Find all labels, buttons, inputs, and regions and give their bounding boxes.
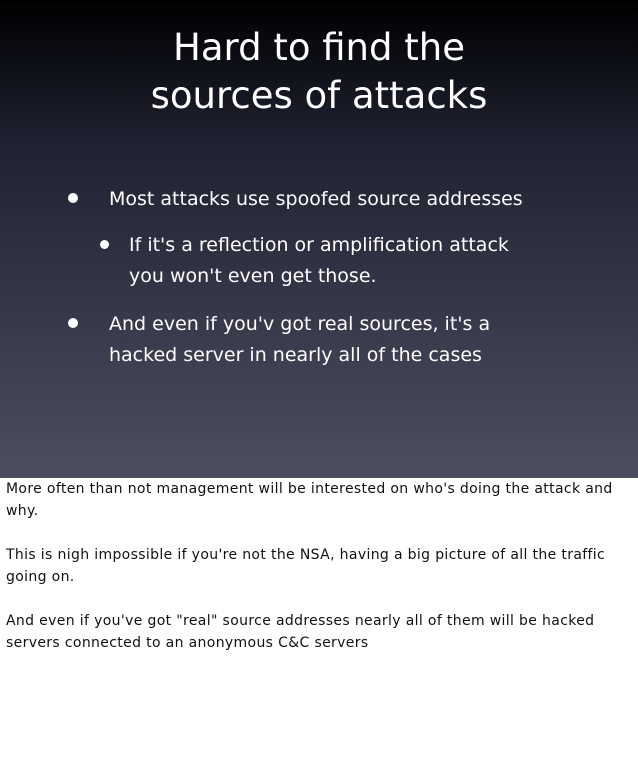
bullet-2-line-1: If it's a reflection or amplification attack (129, 234, 509, 256)
bullet-2-line-2: you won't even get those. (129, 265, 377, 287)
notes-paragraph: And even if you've got "real" source addresses nearly all of them will be hacked servers connected to an anonymous C&C servers (6, 613, 595, 651)
notes-paragraph: This is nigh impossible if you're not the NSA, having a big picture of all the traffic going on. (6, 547, 606, 585)
speaker-notes (6, 478, 632, 676)
bullet-dot-icon (68, 193, 78, 203)
slide-title-line-2: sources of attacks (150, 74, 488, 117)
bullet-3-line-2: hacked server in nearly all of the cases (109, 344, 482, 366)
slide-title-line-1: Hard to find the (173, 26, 465, 69)
bullet-3-line-1: And even if you'v got real sources, it's a (109, 313, 491, 335)
bullet-dot-icon (68, 318, 78, 328)
bullet-1-line-1: Most attacks use spoofed source addresses (109, 188, 523, 210)
sub-bullet-dot-icon (100, 240, 109, 249)
notes-paragraph: More often than not management will be interested on who's doing the attack and why. (6, 481, 613, 519)
